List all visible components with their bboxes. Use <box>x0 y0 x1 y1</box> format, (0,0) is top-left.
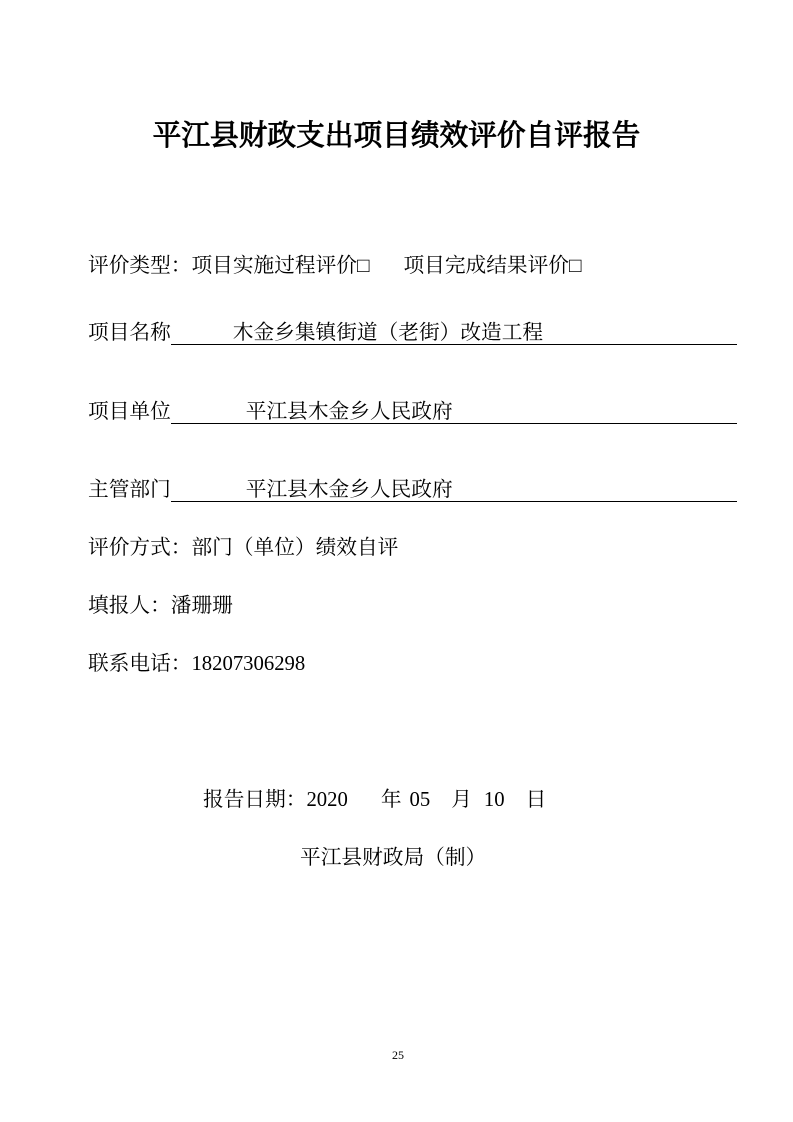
reporter-value: 潘珊珊 <box>170 595 233 617</box>
supervising-department-value: 平江县木金乡人民政府 <box>171 478 737 502</box>
contact-phone-label: 联系电话： <box>88 653 192 675</box>
evaluation-method-label: 评价方式： <box>88 537 192 559</box>
contact-phone-row <box>88 652 305 676</box>
project-name-label: 项目名称 <box>88 322 171 344</box>
project-unit-label: 项目单位 <box>88 401 171 423</box>
evaluation-type-result-option: 项目完成结果评价□ <box>403 255 582 277</box>
issuer: 平江县财政局（制） <box>300 847 487 869</box>
report-date-year-unit: 年 <box>380 789 402 811</box>
project-name-value: 木金乡集镇街道（老街）改造工程 <box>171 321 737 345</box>
report-date-year: 2020 <box>306 789 348 811</box>
supervising-department-label: 主管部门 <box>88 479 171 501</box>
evaluation-method-value: 部门（单位）绩效自评 <box>191 537 399 559</box>
report-date-month: 05 <box>409 789 431 811</box>
report-date-row <box>203 788 546 812</box>
report-date-month-unit: 月 <box>451 789 472 811</box>
reporter-row <box>88 594 233 618</box>
project-unit-value: 平江县木金乡人民政府 <box>171 400 737 424</box>
project-name-row <box>88 321 737 345</box>
project-unit-row <box>88 400 737 424</box>
report-date-day: 10 <box>483 789 505 811</box>
contact-phone-value: 18207306298 <box>191 653 306 675</box>
evaluation-type-label: 评价类型： <box>88 255 192 277</box>
report-date-day-unit: 日 <box>525 789 547 811</box>
page-number: 25 <box>392 1048 404 1062</box>
evaluation-type-row <box>88 254 581 278</box>
report-date-label: 报告日期： <box>203 789 307 811</box>
report-title: 平江县财政支出项目绩效评价自评报告 <box>152 118 641 152</box>
evaluation-method-row <box>88 536 398 560</box>
supervising-department-row <box>88 478 737 502</box>
reporter-label: 填报人： <box>88 595 171 617</box>
evaluation-type-process-option: 项目实施过程评价□ <box>191 255 370 277</box>
